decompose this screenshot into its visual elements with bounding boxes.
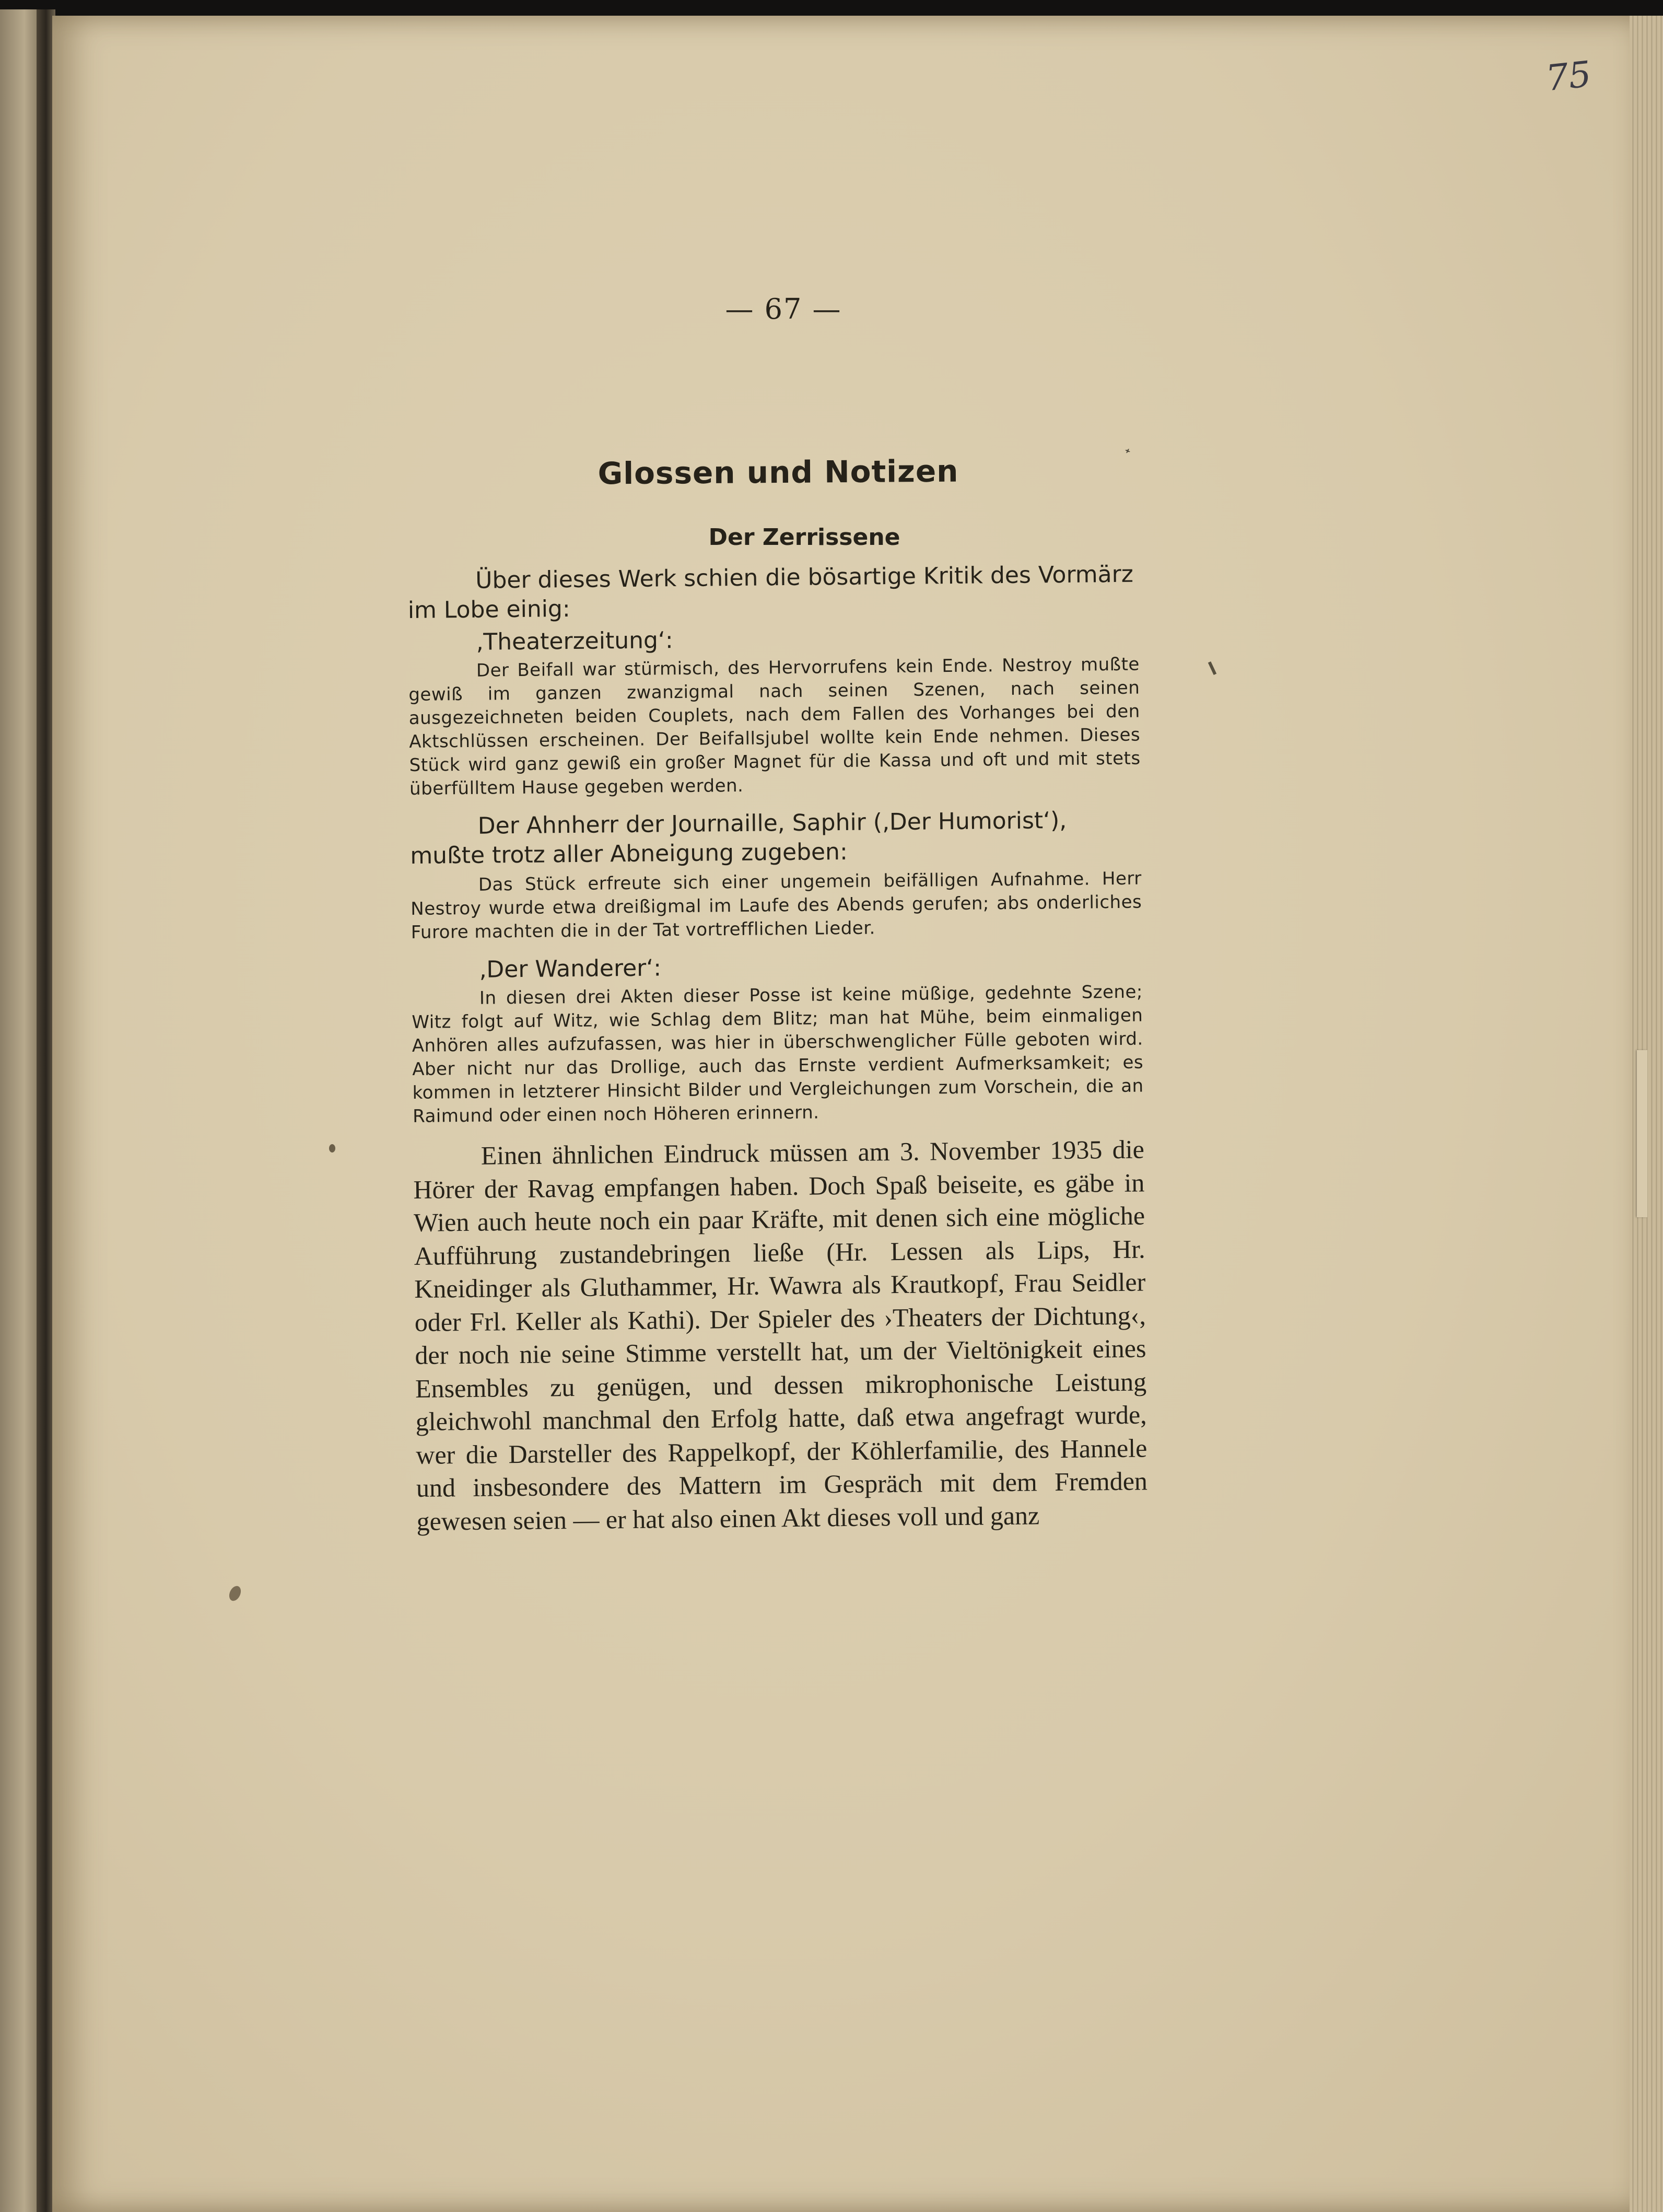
page-number: — 67 — [725, 293, 842, 325]
intro-paragraph: Über dieses Werk schien die bösartige Kritik des Vormärz im Lobe einig: [407, 561, 1134, 624]
closing-paragraph: Einen ähnlichen Eindruck müssen am 3. November 1935 die Hörer der Ravag empfangen haben. Doch Spaß beiseite, es gäbe in Wien auch heute noch ein paar Kräfte, mit denen sich eine mögliche Aufführung zustandebringen ließe (Hr. Lessen als Lips, Hr. Kneidinger als Gluthammer, Hr. Wawra als Krautkopf, Frau Seidler oder Frl. Keller als Kathi). Der Spieler des ›Theaters der Dichtung‹, der noch nie seine Stimme verstellt hat, um der Vieltönigkeit eines Ensembles zu genügen, und dessen mikrophonische Leistung gleichwohl manchmal den Erfolg hatte, daß etwa angefragt wurde, wer die Darsteller des Rappelkopf, der Köhlerfamilie, des Hannele und insbesondere des Mattern im Gespräch mit dem Fremden gewesen seien — er hat also einen Akt dieses voll und ganz [413, 1134, 1148, 1536]
paper-spot [329, 1144, 335, 1152]
archive-folio-number: 75 [1544, 53, 1594, 100]
section-title: Glossen und Notizen [598, 453, 959, 492]
quote-wanderer: In diesen drei Akten dieser Posse ist keine müßige, gedehnte Szene; Witz folgt auf Witz, wie Schlag dem Blitz; man hat Mühe, beim einmaligen Anhören alles aufzufassen, was hier in überschwenglicher Fülle geboten wird. Aber nicht nur das Drollige, auch das Ernste verdient Aufmerksamkeit; es kommen in letzterer Hinsicht Bilder und Vergleichungen zum Vorschein, die an Raimund oder einen noch Höheren erinnern. [412, 981, 1144, 1127]
quote-theaterzeitung: Der Beifall war stürmisch, des Hervorrufens kein Ende. Nestroy mußte gewiß im ganzen zwanzigmal nach seinen Szenen, nach seinen ausgezeichneten beiden Couplets, nach dem Fallen des Vorhanges bei den Aktschlüssen erscheinen. Der Beifallsjubel wollte kein Ende nehmen. Dieses Stück wird ganz gewiß ein großer Magnet für die Kassa und oft und mit stets überfülltem Hause gegeben werden. [408, 654, 1141, 799]
scan-top-edge [0, 0, 1663, 16]
source-theaterzeitung: ‚Theaterzeitung‘: [476, 627, 673, 656]
article-title: Der Zerrissene [708, 524, 900, 551]
pencil-tick-mark: ˟ [1122, 446, 1138, 468]
article-body [407, 560, 1148, 1538]
page-edge-tab [1637, 1050, 1647, 1217]
quote-humorist: Das Stück erfreute sich einer ungemein beifälligen Aufnahme. Herr Nestroy wurde etwa dreißigmal im Laufe des Abends gerufen; abs onderliches Furore machten die in der Tat vortrefflichen Lieder. [411, 868, 1142, 943]
source-wanderer: ‚Der Wanderer‘: [479, 954, 662, 983]
source-humorist: Der Ahnherr der Journaille, Saphir (‚Der Humorist‘), mußte trotz aller Abneigung zugeben: [410, 807, 1067, 869]
